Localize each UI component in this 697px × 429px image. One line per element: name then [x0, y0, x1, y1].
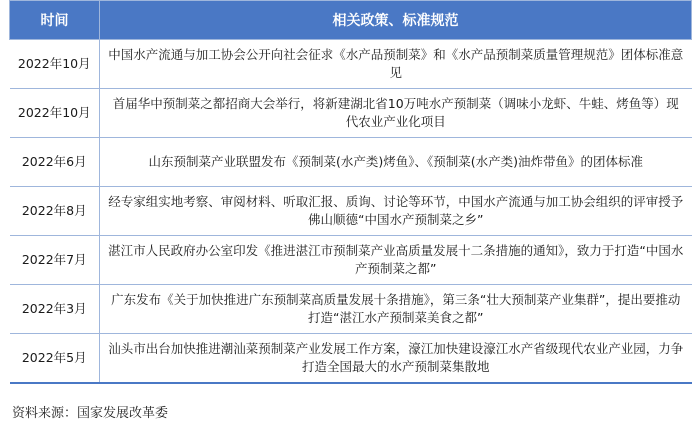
row-date: 2022年7月 [10, 236, 100, 285]
table-row [10, 285, 692, 334]
table-row [10, 40, 692, 89]
policy-table [9, 0, 692, 384]
row-text: 首届华中预制菜之都招商大会举行，将新建湖北省10万吨水产预制菜（调味小龙虾、牛蛙、烤鱼等）现代农业产业化项目 [100, 89, 692, 138]
row-date: 2022年6月 [10, 138, 100, 187]
table-row [10, 334, 692, 383]
source-note: 资料来源：国家发展改革委 [12, 406, 169, 421]
row-date: 2022年8月 [10, 187, 100, 236]
table-row [10, 187, 692, 236]
row-date: 2022年5月 [10, 334, 100, 383]
row-date: 2022年10月 [10, 40, 100, 89]
row-text: 湛江市人民政府办公室印发《推进湛江市预制菜产业高质量发展十二条措施的通知》，致力于打造“中国水产预制菜之都” [100, 236, 692, 285]
table-row [10, 89, 692, 138]
table-row [10, 236, 692, 285]
row-text: 山东预制菜产业联盟发布《预制菜(水产类)烤鱼》、《预制菜(水产类)油炸带鱼》的团体标准 [100, 138, 692, 187]
row-date: 2022年10月 [10, 89, 100, 138]
row-text: 经专家组实地考察、审阅材料、听取汇报、质询、讨论等环节，中国水产流通与加工协会组织的评审授予佛山顺德“中国水产预制菜之乡” [100, 187, 692, 236]
policy-table-container [9, 0, 691, 384]
header-date: 时间 [10, 1, 100, 40]
row-text: 中国水产流通与加工协会公开向社会征求《水产品预制菜》和《水产品预制菜质量管理规范》团体标准意见 [100, 40, 692, 89]
row-date: 2022年3月 [10, 285, 100, 334]
row-text: 汕头市出台加快推进潮汕菜预制菜产业发展工作方案，濠江加快建设濠江水产省级现代农业产业园，力争打造全国最大的水产预制菜集散地 [100, 334, 692, 383]
table-row [10, 138, 692, 187]
table-header-row [10, 1, 692, 40]
header-policy: 相关政策、标准规范 [100, 1, 692, 40]
row-text: 广东发布《关于加快推进广东预制菜高质量发展十条措施》，第三条“壮大预制菜产业集群”，提出要推动打造“湛江水产预制菜美食之都” [100, 285, 692, 334]
